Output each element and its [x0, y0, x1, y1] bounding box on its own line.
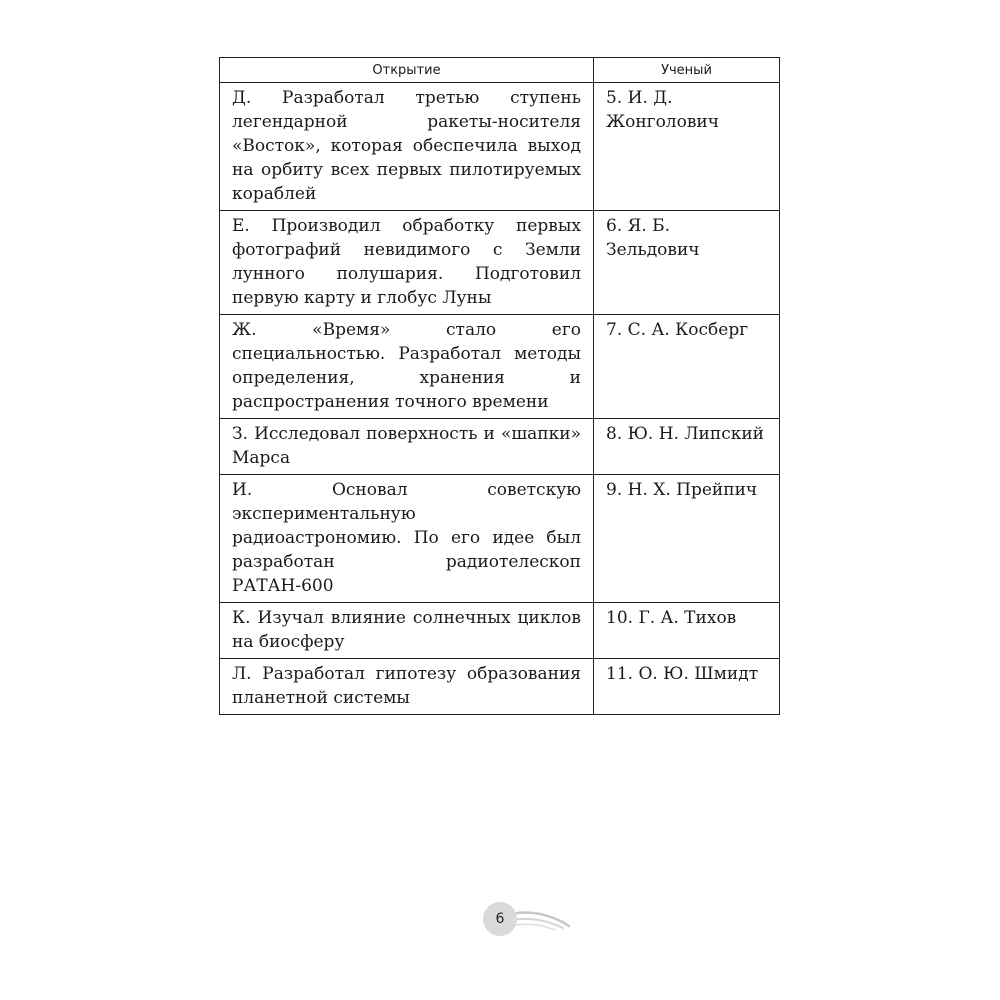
discovery-cell: И. Основал советскую экспериментальную радиоастрономию. По его идее был разработан радиотелескоп РАТАН-600: [220, 475, 594, 603]
table-header-row: [220, 58, 780, 83]
discovery-cell: З. Исследовал поверхность и «шапки» Марса: [220, 419, 594, 475]
page-number-circle: [483, 902, 517, 936]
discovery-cell: Л. Разработал гипотезу образования планетной системы: [220, 659, 594, 715]
header-scientist: Ученый: [594, 58, 780, 83]
table-row: [220, 83, 780, 211]
table-row: [220, 211, 780, 315]
scientist-cell: 10. Г. А. Тихов: [594, 603, 780, 659]
scientist-cell: 8. Ю. Н. Липский: [594, 419, 780, 475]
page-number: 6: [495, 911, 505, 927]
swoosh-decoration: [511, 906, 571, 932]
table-row: [220, 659, 780, 715]
page-number-badge: [483, 902, 573, 938]
scientist-cell: 7. С. А. Косберг: [594, 315, 780, 419]
discovery-cell: Ж. «Время» стало его специальностью. Разработал методы определения, хранения и распространения точного времени: [220, 315, 594, 419]
scientist-cell: 9. Н. Х. Прейпич: [594, 475, 780, 603]
table-row: [220, 475, 780, 603]
table-row: [220, 419, 780, 475]
discovery-cell: К. Изучал влияние солнечных циклов на биосферу: [220, 603, 594, 659]
discovery-cell: Д. Разработал третью ступень легендарной ракеты-носителя «Восток», которая обеспечила выход на орбиту всех первых пилотируемых кораблей: [220, 83, 594, 211]
table-row: [220, 315, 780, 419]
scientist-cell: 5. И. Д. Жонголович: [594, 83, 780, 211]
discovery-scientist-table: [219, 57, 780, 715]
header-discovery: Открытие: [220, 58, 594, 83]
scientist-cell: 11. О. Ю. Шмидт: [594, 659, 780, 715]
table-row: [220, 603, 780, 659]
discovery-cell: Е. Производил обработку первых фотографий невидимого с Земли лунного полушария. Подготовил первую карту и глобус Луны: [220, 211, 594, 315]
scientist-cell: 6. Я. Б. Зельдович: [594, 211, 780, 315]
